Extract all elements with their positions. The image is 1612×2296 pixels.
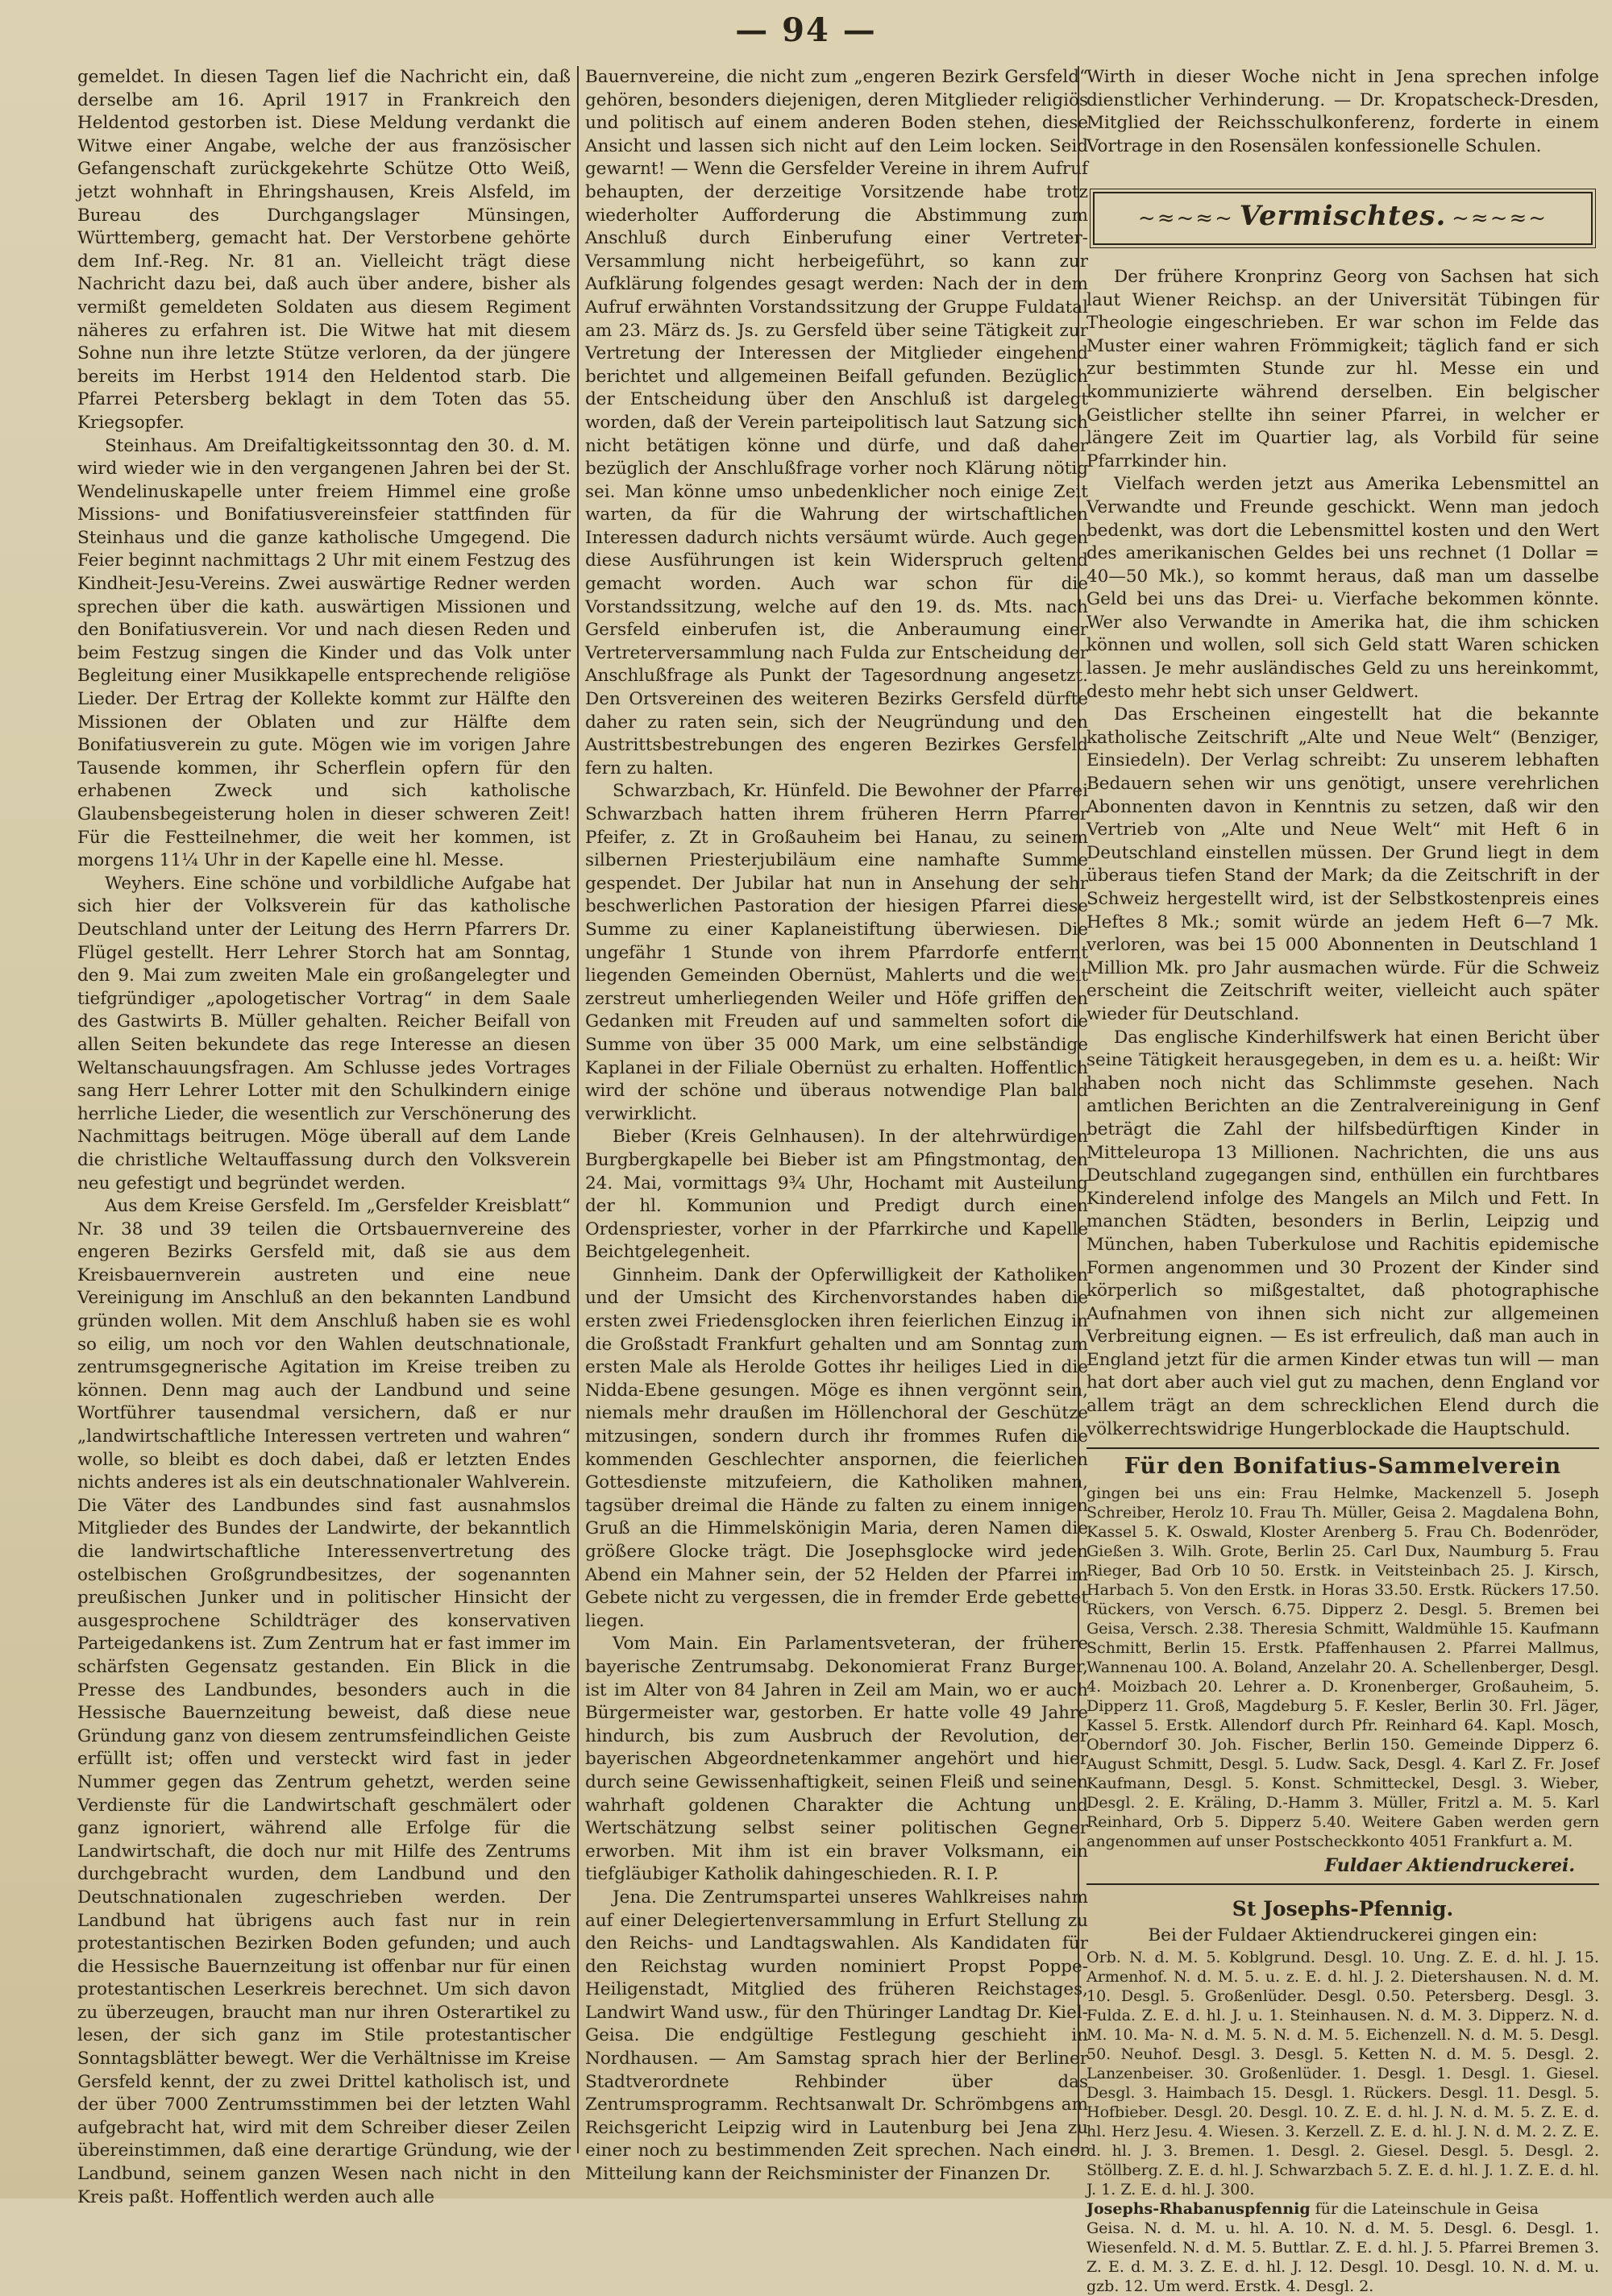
donation-list: Orb. N. d. M. 5. Koblgrund. Desgl. 10. Ung. Z. E. d. hl. J. 15. Armenhof. N. d. M. 5. u. z. E. d. hl. J. 2. Dietershausen. N. d. M. 10. Desgl. 5. Großenlüder. Desgl. 0.50. Petersberg. Desgl. 3. Fulda. Z. E. d. hl. J. u. 1. Steinhausen. N. d. M. 3. Dipperz. N. d. M. 10. Ma- N. d. M. 5. N. d. M. 5. Eichenzell. N. d. M. 5. Desgl. 50. Neuhof. Desgl. 3. Desgl. 5. Ketten N. d. M. 5. Desgl. 2. Lanzenbeiser. 30. Großenlüder. 1. Desgl. 1. Desgl. 1. Giesel. Desgl. 3. Haimbach 15. Desgl. 1. Rückers. Desgl. 11. Desgl. 5. Hofbieber. Desgl. 20. Desgl. 10. Z. E. d. hl. J. N. d. M. 5. Z. E. d. hl. Herz Jesu. 4. Wiesen. 3. Kerzell. Z. E. d. hl. J. N. d. M. 2. Z. E. d. hl. J. 3. Bremen. 1. Desgl. 2. Giesel. Desgl. 5. Desgl. 2. Stöllberg. Z. E. d. hl. J. Schwarzbach 5. Z. E. d. hl. J. 1. Z. E. d. hl. J. 1. Z. E. d. hl. J. 300. [1086, 1948, 1599, 2198]
rhabanus-heading-rest: für die Lateinschule in Geisa [1315, 2199, 1539, 2218]
ornament-left: ~≈~≈~ [1137, 206, 1234, 231]
page-number: — 94 — [735, 11, 877, 49]
divider [1086, 1447, 1599, 1449]
article-paragraph: Steinhaus. Am Dreifaltigkeitssonntag den 30. d. M. wird wieder wie in den vergangenen Jahren bei der St. Wendelinuskapelle unter freiem Himmel eine große Missions- und Bonifatiusvereinsfeier stattfinden für Steinhaus und die ganze katholische Umgegend. Die Feier beginnt nachmittags 2 Uhr mit einem Festzug des Kindheit-Jesu-Vereins. Zwei auswärtige Redner werden sprechen über die kath. auswärtigen Missionen und den Bonifatiusverein. Vor und nach diesen Reden und beim Festzug singen die Kinder und das Volk unter Begleitung einer Musikkapelle entsprechende religiöse Lieder. Der Ertrag der Kollekte kommt zur Hälfte den Missionen der Oblaten und zur Hälfte dem Bonifatiusverein zu gute. Mögen wie im vorigen Jahre Tausende kommen, ihr Scherflein opfern für den erhabenen Zweck und sich katholische Glaubensbegeisterung holen in dieser schweren Zeit! Für die Festteilnehmer, die weit her kommen, ist morgens 11¼ Uhr in der Kapelle eine hl. Messe. [77, 435, 571, 871]
article-paragraph: Vom Main. Ein Parlamentsveteran, der frühere bayerische Zentrumsabg. Dekonomierat Franz Burger, ist im Alter von 84 Jahren in Zeil am Main, wo er auch Bürgermeister war, gestorben. Er hatte volle 49 Jahre hindurch, bis zum Ausbruch der Revolution, der bayerischen Abgeordnetenkammer angehört und hier durch seine Gewissenhaftigkeit, seinen Fleiß und seinen wahrhaft goldenen Charakter die Achtung und Wertschätzung selbst seiner politischen Gegner erworben. Mit ihm ist ein braver Volksmann, ein tiefgläubiger Katholik dahingeschieden. R. I. P. [585, 1634, 1088, 1885]
article-paragraph: Wirth in dieser Woche nicht in Jena sprechen infolge dienstlicher Verhinderung. — Dr. Kropatscheck-Dresden, Mitglied der Reichsschulkonferenz, forderte in einem Vortrage in den Rosensälen konfessionelle Schulen. [1086, 67, 1599, 156]
divider [1086, 1883, 1599, 1885]
article-paragraph: Das Erscheinen eingestellt hat die bekannte katholische Zeitschrift „Alte und Neue Welt“ (Benziger, Einsiedeln). Der Verlag schreibt: Zu unserem lebhaften Bedauern sehen wir uns genötigt, unsere verehrlichen Abonnenten davon in Kenntnis zu setzen, daß wir den Vertrieb von „Alte und Neue Welt“ mit Heft 6 in Deutschland einstellen müssen. Der Grund liegt in dem überaus tiefen Stand der Mark; da die Zeitschrift in der Schweiz hergestellt wird, ist der Selbstkostenpreis eines Heftes 8 Mk.; somit würde an jedem Heft 6—7 Mk. verloren, was bei 15 000 Abonnenten in Deutschland 1 Million Mk. pro Jahr ausmachen würde. Für die Schweiz erscheint die Zeitschrift weiter, vielleicht auch später wieder für Deutschland. [1086, 704, 1599, 1024]
article-paragraph: gemeldet. In diesen Tagen lief die Nachricht ein, daß derselbe am 16. April 1917 in Frankreich den Heldentod gestorben ist. Diese Meldung verdankt die Witwe einer Angabe, welche der aus französischer Gefangenschaft zurückgekehrte Schütze Otto Weiß, jetzt wohnhaft in Ehringshausen, Kreis Alsfeld, im Bureau des Durchgangslager Münsingen, Württemberg, gemacht hat. Der Verstorbene gehörte dem Inf.-Reg. Nr. 81 an. Vielleicht trägt diese Nachricht dazu bei, daß auch über andere, bisher als vermißt gemeldeten Soldaten aus diesem Regiment näheres zu erfahren ist. Die Witwe hat mit diesem Sohne nun ihre letzte Stütze verloren, da der jüngere bereits im Herbst 1914 den Heldentod starb. Die Pfarrei Petersberg beklagt in dem Toten das 55. Kriegsopfer. [77, 67, 571, 433]
bonifatius-heading: Für den Bonifatius-Sammelverein [1124, 1454, 1562, 1480]
article-paragraph: Aus dem Kreise Gersfeld. Im „Gersfelder Kreisblatt“ Nr. 38 und 39 teilen die Ortsbauernvereine des engeren Bezirks Gersfeld mit, daß sie aus dem Kreisbauernverein austreten und eine neue Vereinigung im Anschluß an den bekannten Landbund gründen wollen. Mit dem Anschluß haben sie es wohl so eilig, um noch vor den Wahlen deutschnationale, zentrumsgegnerische Agitation im Kreise treiben zu können. Denn mag auch der Landbund und seine Wortführer tausendmal versichern, daß er nur „landwirtschaftliche Interessen vertreten und wahren“ wolle, so bleibt es doch dabei, daß er letzten Endes nichts anderes ist als ein deutschnationaler Wahlverein. Die Väter des Landbundes sind fast ausnahmslos Mitglieder des Bundes der Landwirte, der bekanntlich die landwirtschaftliche Interessenvertretung des ostelbischen Großgrundbesitzes, der sogenannten preußischen Junker und in politischer Hinsicht der ausgesprochene Schildträger des konservativen Parteigedankens ist. Zum Zentrum hat er fast immer im schärfsten Gegensatz gestanden. Ein Blick in die Presse des Landbundes, besonders auch in die Hessische Bauernzeitung beweist, daß diese neue Gründung ganz von diesem zentrumsfeindlichen Geiste erfüllt ist; offen und versteckt wird fast in jeder Nummer gegen das Zentrum gehetzt, werden seine Verdienste für die Landwirtschaft geschmälert oder ganz ignoriert, während alle Erfolge für die Landwirtschaft, die doch nur mit Hilfe des Zentrums durchgebracht wurden, dem Landbund und den Deutschnationalen zugeschrieben werden. Der Landbund hat übrigens auch fast nur in rein protestantischen Bezirken Boden gefunden; und auch die Hessische Bauernzeitung ist offenbar nur für einen protestantischen Leserkreis berechnet. Um sich davon zu überzeugen, braucht man nur ihren Osterartikel zu lesen, der sich ganz im Stile protestantischer Sonntagsblätter bewegt. Wer die Verhältnisse im Kreise Gersfeld kennt, der zu zwei Drittel katholisch ist, und der über 7000 Zentrumsstimmen bei der letzten Wahl aufgebracht hat, wird mit dem Schreiber dieser Zeilen übereinstimmen, daß eine derartige Gründung, wie der Landbund, seinem ganzen Wesen nach nicht in den Kreis paßt. Hoffentlich werden auch alle [77, 1196, 571, 2207]
column-2 [585, 66, 1088, 2185]
donation-list: gingen bei uns ein: Frau Helmke, Mackenzell 5. Joseph Schreiber, Herolz 10. Frau Th. Müller, Geisa 2. Magdalena Bohn, Kassel 5. K. Oswald, Kloster Arenberg 5. Frau Ch. Bodenröder, Gießen 3. Wilh. Grote, Berlin 25. Carl Dux, Naumburg 5. Frau Rieger, Bad Orb 10 50. Erstk. in Veitsteinbach 25. J. Kirsch, Harbach 5. Von den Erstk. in Horas 33.50. Erstk. Rückers 17.50. Rückers, von Versch. 6.75. Dipperz 2. Desgl. 5. Bremen bei Geisa, Versch. 2.38. Theresia Schmitt, Waldmühle 15. Kaufmann Schmitt, Berlin 15. Erstk. Pfaffenhausen 2. Pfarrei Mallmus, Wannenau 100. A. Boland, Anzelahr 20. A. Schellenberger, Desgl. 4. Moizbach 20. Lehrer a. D. Kronenberger, Großauheim, 5. Dipperz 11. Groß, Magdeburg 5. F. Kesler, Berlin 30. Frl. Jäger, Kassel 5. Erstk. Allendorf durch Pfr. Reinhard 64. Kapl. Mosch, Oberndorf 30. Joh. Fischer, Berlin 150. Gemeinde Dipperz 6. August Schmitt, Desgl. 5. Ludw. Sack, Desgl. 4. Karl Z. Fr. Josef Kaufmann, Desgl. 5. Konst. Schmitteckel, Desgl. 3. Wieber, Desgl. 2. E. Kräling, D.-Hamm 3. Müller, Fritzl a. M. 5. Karl Reinhard, Orb 5. Dipperz 5.40. Weitere Gaben werden gern angenommen auf unser Postscheckkonto 4051 Frankfurt a. M. [1086, 1484, 1599, 1850]
article-paragraph: Schwarzbach, Kr. Hünfeld. Die Bewohner der Pfarrei Schwarzbach hatten ihrem früheren Herrn Pfarrer Pfeifer, z. Zt in Großauheim bei Hanau, zu seinem silbernen Priesterjubiläum eine namhafte Summe gespendet. Der Jubilar hat nun in Ansehung der sehr beschwerlichen Pastoration der hiesigen Pfarrei diese Summe zu einer Kaplaneistiftung überwiesen. Die ungefähr 1 Stunde von ihrem Pfarrdorfe entfernt liegenden Gemeinden Obernüst, Mahlerts und die weit zerstreut umherliegenden Weiler und Höfe griffen den Gedanken mit Freuden auf und sammelten sofort die Summe von über 35 000 Mark, um eine selbständige Kaplanei in der Filiale Obernüst zu erhalten. Hoffentlich wird der schöne und überaus notwendige Plan bald verwirklicht. [585, 781, 1088, 1124]
joseph-heading: St Josephs-Pfennig. [1232, 1897, 1454, 1921]
article-paragraph: Vielfach werden jetzt aus Amerika Lebensmittel an Verwandte und Freunde geschickt. Wenn man jedoch bedenkt, was dort die Lebensmittel kosten und den Wert des amerikanischen Geldes bei uns rechnet (1 Dollar = 40—50 Mk.), so kommt heraus, daß man um dasselbe Geld bei uns das Drei- u. Vierfache bekommen könnte. Wer also Verwandte in Amerika hat, die ihm schicken können und wollen, soll sich Geld statt Waren schicken lassen. Je mehr ausländisches Geld zu uns hereinkommt, desto mehr hebt sich unser Geldwert. [1086, 474, 1599, 702]
article-paragraph: Bieber (Kreis Gelnhausen). In der altehrwürdigen Burgbergkapelle bei Bieber ist am Pfingstmontag, den 24. Mai, vormittags 9¾ Uhr, Hochamt mit Austeilung der hl. Kommunion und Predigt durch einen Ordenspriester, vorher in der Pfarrkirche und Kapelle Beichtgelegenheit. [585, 1127, 1088, 1263]
rhabanus-heading: Josephs-Rhabanuspfennig [1086, 2199, 1311, 2218]
column-1 [77, 66, 571, 2207]
section-title: Vermischtes. [1239, 200, 1447, 233]
joseph-subheading: Bei der Fuldaer Aktiendruckerei gingen ein: [1148, 1925, 1538, 1946]
rhabanus-line [1086, 2199, 1599, 2219]
section-header-box [1093, 192, 1593, 245]
column-rule-1 [577, 66, 579, 2153]
ornament-right: ~≈~≈~ [1452, 206, 1548, 231]
article-paragraph: Das englische Kinderhilfswerk hat einen Bericht über seine Tätigkeit herausgegeben, in dem es u. a. heißt: Wir haben noch nicht das Schlimmste gesehen. Nach amtlichen Berichten an die Zentralvereinigung in Genf beträgt die Zahl der hilfsbedürftigen Kinder in Mitteleuropa 13 Millionen. Nachrichten, die uns aus Deutschland zugegangen sind, enthüllen ein furchtbares Kinderelend infolge des Mangels an Milch und Fett. In manchen Städten, besonders in Berlin, Leipzig und München, haben Tuberkulose und Rachitis epidemische Formen angenommen und 30 Prozent der Kinder sind körperlich so mißgestaltet, daß photographische Aufnahmen von ihnen sich nicht zur allgemeinen Verbreitung eignen. — Es ist erfreulich, daß man auch in England jetzt für die armen Kinder etwas tun will — man hat dort aber auch viel gut zu machen, denn England vor allem trägt an dem schrecklichen Elend durch die völkerrechtswidrige Hungerblockade die Hauptschuld. [1086, 1027, 1599, 1439]
donation-list: Geisa. N. d. M. u. hl. A. 10. N. d. M. 5. Desgl. 6. Desgl. 1. Wiesenfeld. N. d. M. 5. Buttlar. Z. E. d. hl. J. 5. Pfarrei Bremen 3. Z. E. d. M. 3. Z. E. d. hl. J. 12. Desgl. 10. Desgl. 10. N. d. M. u. gzb. 12. Um werd. Erstk. 4. Desgl. 2. [1086, 2219, 1599, 2295]
article-paragraph: Ginnheim. Dank der Opferwilligkeit der Katholiken und der Umsicht des Kirchenvorstandes haben die ersten zwei Friedensglocken ihren feierlichen Einzug in die Großstadt Frankfurt gehalten und am Sonntag zum ersten Male als Herolde Gottes ihr heiliges Lied in die Nidda-Ebene gesungen. Möge es ihnen vergönnt sein, niemals mehr draußen im Höllenchoral der Geschütze mitzusingen, sondern durch ihr frommes Rufen die kommenden Geschlechter anspornen, die feierlichen Gottesdienste mitzufeiern, die Katholiken mahnen, tagsüber dreimal die Hände zu falten zu einem innigen Gruß an die Himmelskönigin Maria, deren Namen die größere Glocke trägt. Die Josephsglocke wird jeden Abend ein Mahner sein, der 52 Helden der Pfarrei im Gebete nicht zu vergessen, die in fremder Erde gebettet liegen. [585, 1264, 1088, 1631]
article-paragraph: Weyhers. Eine schöne und vorbildliche Aufgabe hat sich hier der Volksverein für das katholische Deutschland unter der Leitung des Herrn Pfarrers Dr. Flügel gestellt. Herr Lehrer Storch hat am Sonntag, den 9. Mai zum zweiten Male ein großangelegter und tiefgründiger „apologetischer Vortrag“ in dem Saale des Gastwirts B. Müller gehalten. Reicher Beifall von allen Seiten bekundete das rege Interesse an diesen Weltanschauungsfragen. Am Schlusse jedes Vortrages sang Herr Lehrer Lotter mit den Schulkindern einige herrliche Lieder, die wesentlich zur Verschönerung des Nachmittags beitrugen. Möge überall auf dem Lande die christliche Weltauffassung durch den Volksverein neu gefestigt und begründet werden. [77, 873, 571, 1194]
article-paragraph: Jena. Die Zentrumspartei unseres Wahlkreises nahm auf einer Delegiertenversammlung in Erfurt Stellung zu den Reichs- und Landtagswahlen. Als Kandidaten für den Reichstag wurden nominiert Propst Poppe-Heiligenstadt, Mitglied des früheren Reichstages, Landwirt Wand usw., für den Thüringer Landtag Dr. Kiel-Geisa. Die endgültige Festlegung geschieht in Nordhausen. — Am Samstag sprach hier der Berliner Stadtverordnete Rehbinder über das Zentrumsprogramm. Rechtsanwalt Dr. Schrömbgens am Reichsgericht Leipzig wird in Lautenburg bei Jena zu einer noch zu bestimmenden Zeit sprechen. Nach einer Mitteilung kann der Reichsminister der Finanzen Dr. [585, 1887, 1088, 2185]
signature: Fuldaer Aktiendruckerei. [1324, 1854, 1575, 1876]
article-paragraph: Der frühere Kronprinz Georg von Sachsen hat sich laut Wiener Reichsp. an der Universität Tübingen für Theologie eingeschrieben. Er war schon im Felde das Muster einer wahren Frömmigkeit; täglich fand er sich zur bestimmten Stunde zur hl. Messe ein und kommunizierte während derselben. Ein belgischer Geistlicher stellte ihn seiner Pfarrei, in welcher er längere Zeit im Quartier lag, als Vorbild für seine Pfarrkinder hin. [1086, 266, 1599, 471]
article-paragraph: Bauernvereine, die nicht zum „engeren Bezirk Gersfeld“ gehören, besonders diejenigen, deren Mitglieder religiös und politisch auf einem anderen Boden stehen, diese Ansicht und lassen sich nicht auf den Leim locken. Seid gewarnt! — Wenn die Gersfelder Vereine in ihrem Aufruf behaupten, der derzeitige Vorsitzende habe trotz wiederholter Aufforderung die Abstimmung zum Anschluß durch Einberufung einer Vertreter-Versammlung nicht herbeigeführt, so kann zur Aufklärung folgendes gesagt werden: Nach der in dem Aufruf erwähnten Vorstandssitzung der Gruppe Fuldatal am 23. März ds. Js. zu Gersfeld über seine Tätigkeit zur Vertretung der Interessen der Mitglieder eingehend berichtet und allgemeinen Beifall gefunden. Bezüglich der Entscheidung über den Anschluß ist dargelegt worden, daß der Verein parteipolitisch laut Satzung sich nicht betätigen könne und dürfe, und daß daher bezüglich der Anschlußfrage vorher noch Klärung nötig sei. Man könne umso unbedenklicher noch einige Zeit warten, da für die Wahrung der wirtschaftlichen Interessen dadurch nichts versäumt würde. Auch gegen diese Ausführungen ist kein Widerspruch geltend gemacht worden. Auch war schon für die Vorstandssitzung, welche auf den 19. ds. Mts. nach Gersfeld einberufen ist, die Anberaumung einer Vertreterversammlung nach Fulda zur Entscheidung der Anschlußfrage als Punkt der Tagesordnung angesetzt. Den Ortsvereinen des weiteren Bezirks Gersfeld dürfte daher zu raten sein, sich der Neugründung und den Austrittsbestrebungen des engeren Bezirkes Gersfeld fern zu halten. [585, 67, 1088, 778]
column-3 [1086, 66, 1599, 2295]
